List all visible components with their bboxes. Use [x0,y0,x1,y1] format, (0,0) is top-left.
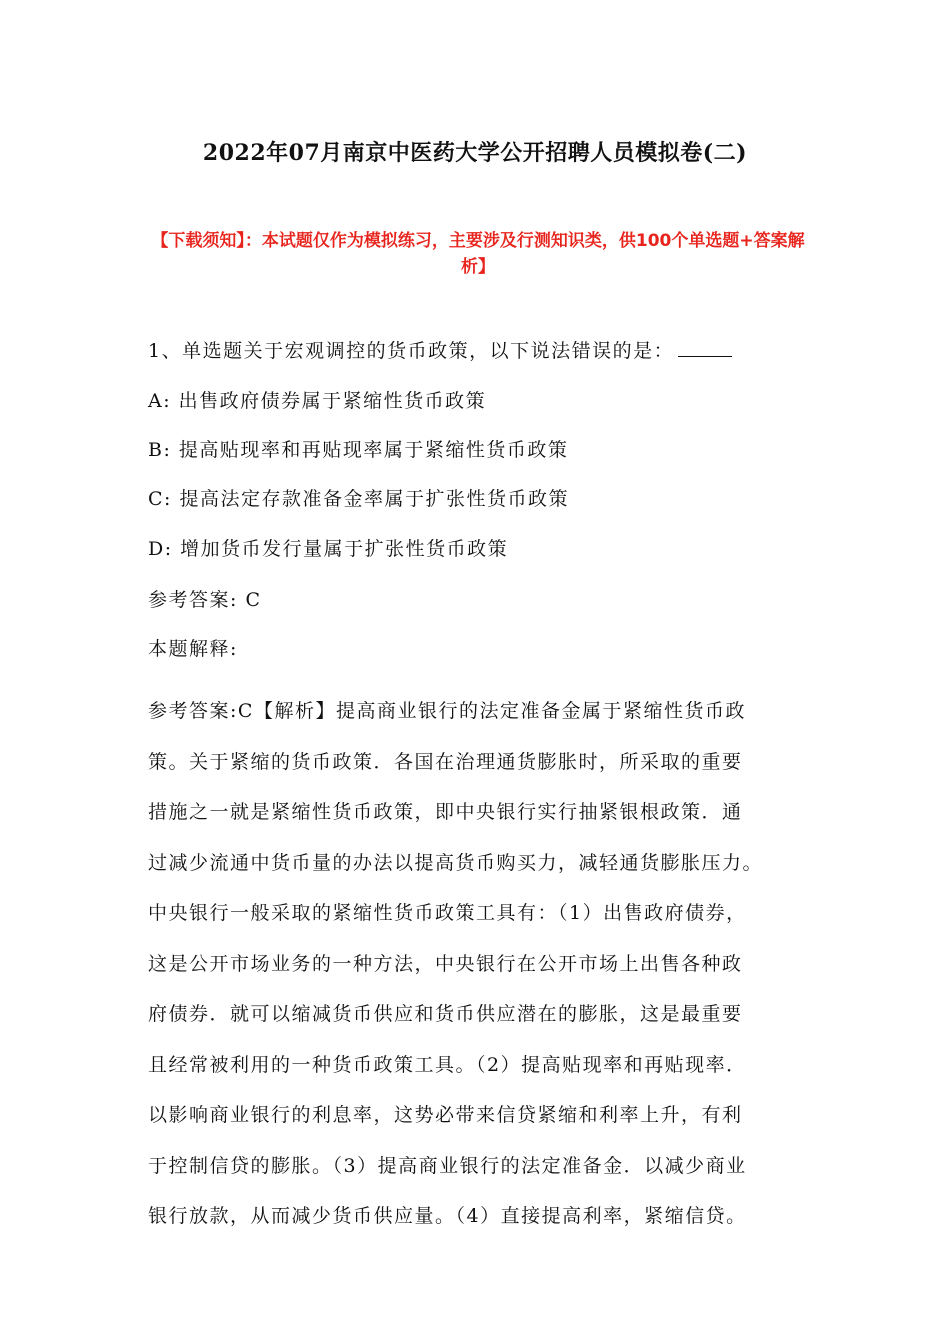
explanation-line: 措施之一就是紧缩性货币政策，即中央银行实行抽紧银根政策．通 [148,801,743,823]
explanation-line: 这是公开市场业务的一种方法，中央银行在公开市场上出售各种政 [148,952,743,975]
explanation-line: 策。关于紧缩的货币政策．各国在治理通货膨胀时，所采取的重要 [148,750,743,773]
explanation-line: 中央银行一般采取的紧缩性货币政策工具有：（1）出售政府债券， [148,902,747,924]
explanation-line: 参考答案:C【解析】提高商业银行的法定准备金属于紧缩性货币政 [148,700,746,722]
explanation-line: 府债券．就可以缩减货币供应和货币供应潜在的膨胀，这是最重要 [148,1003,743,1025]
option-c: C: 提高法定存款准备金率属于扩张性货币政策 [148,488,569,510]
download-notice: 【下载须知】：本试题仅作为模拟练习，主要涉及行测知识类，供100个单选题+答案解析】 [151,231,805,277]
option-a: A: 出售政府债券属于紧缩性货币政策 [148,390,487,412]
option-d: D: 增加货币发行量属于扩张性货币政策 [148,538,509,560]
explanation-line: 银行放款，从而减少货币供应量。（4）直接提高利率，紧缩信贷。 [148,1205,747,1227]
question-stem: 1、单选题关于宏观调控的货币政策，以下说法错误的是： [148,340,675,362]
explanation-label: 本题解释: [148,638,238,660]
explanation-text [148,686,838,1242]
explanation-line: 于控制信贷的膨胀。（3）提高商业银行的法定准备金．以减少商业 [148,1154,747,1177]
document-title: 2022年07月南京中医药大学公开招聘人员模拟卷(二) [202,140,748,166]
reference-answer: 参考答案: C [148,589,262,611]
explanation-line: 且经常被利用的一种货币政策工具。（2）提高贴现率和再贴现率． [148,1053,747,1076]
explanation-line: 以影响商业银行的利息率，这势必带来信贷紧缩和利率上升，有利 [148,1104,743,1126]
option-b: B: 提高贴现率和再贴现率属于紧缩性货币政策 [148,439,569,461]
explanation-line: 过减少流通中货币量的办法以提高货币购买力，减轻通货膨胀压力。 [148,851,764,874]
answer-blank [678,338,732,357]
question-stem-row [148,338,828,364]
